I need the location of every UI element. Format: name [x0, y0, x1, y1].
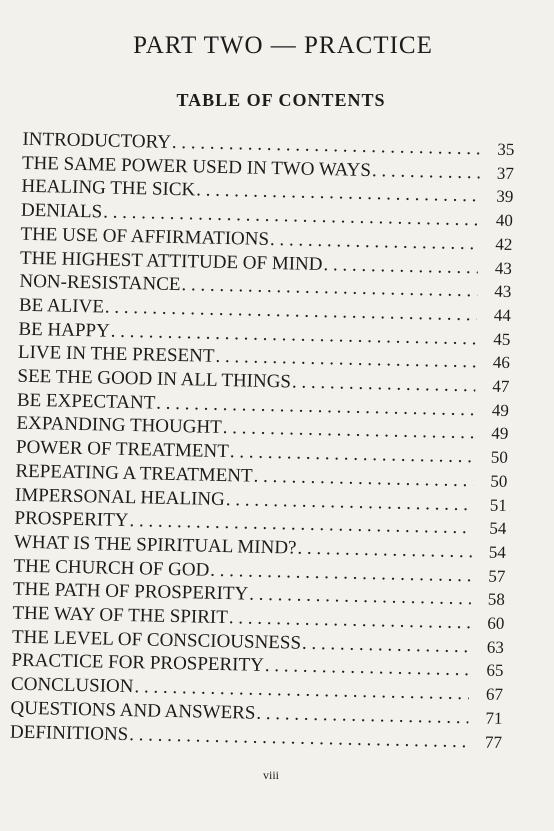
page-number: viii	[262, 768, 279, 782]
toc-entry-title: BE HAPPY	[18, 318, 111, 342]
toc-entry-page: 54	[488, 542, 507, 562]
toc-entry-page: 49	[491, 424, 509, 444]
dot-leader	[372, 159, 480, 185]
toc-entry-page: 60	[487, 613, 505, 633]
toc-entry-title: EXPANDING THOUGHT	[16, 413, 222, 439]
dot-leader	[323, 253, 478, 280]
toc-entry-title: POWER OF TREATMENT	[15, 436, 230, 463]
toc-entry-title: CONCLUSION	[10, 673, 134, 698]
part-title: PART TWO — PRACTICE	[133, 32, 433, 59]
toc-entry-page: 35	[497, 139, 515, 160]
toc-entry-title: QUESTIONS AND ANSWERS	[10, 697, 256, 724]
toc-entry-page: 57	[488, 566, 506, 586]
toc-entry-page: 63	[486, 637, 505, 657]
toc-entry-title: PROSPERITY	[14, 507, 129, 532]
toc-entry-title: DEFINITIONS	[9, 721, 129, 745]
toc-entry-title: THE CHURCH OF GOD	[13, 555, 210, 581]
toc-entry-page: 46	[492, 352, 511, 373]
toc-entry-page: 45	[493, 329, 511, 349]
toc-entry-page: 43	[494, 281, 512, 302]
toc-entry-title: THE HIGHEST ATTITUDE OF MIND	[19, 247, 323, 275]
toc-entry-title: THE LEVEL OF CONSCIOUSNESS	[11, 626, 302, 654]
toc-entry-title: REPEATING A TREATMENT	[15, 460, 253, 487]
toc-entry-title: IMPERSONAL HEALING	[14, 484, 226, 510]
toc-entry-page: 58	[487, 589, 506, 610]
toc-entry-page: 43	[494, 258, 513, 278]
toc-heading: TABLE OF CONTENTS	[176, 90, 386, 110]
toc-entry-title: NON-RESISTANCE	[19, 270, 181, 296]
toc-entry-page: 50	[490, 471, 508, 491]
toc-entry-page: 54	[489, 518, 507, 539]
toc-entry-page: 77	[484, 732, 503, 752]
toc-entry-title: THE WAY OF THE SPIRIT	[12, 602, 229, 629]
toc-entry-title: THE SAME POWER USED IN TWO WAYS	[21, 152, 372, 181]
toc-entry-page: 47	[492, 376, 510, 396]
toc-entry-title: DENIALS	[20, 199, 103, 223]
toc-entry-title: THE PATH OF PROSPERITY	[12, 578, 249, 605]
toc-entry-page: 39	[496, 187, 514, 207]
toc-entry-title: HEALING THE SICK	[21, 176, 196, 201]
toc-entry-title: LIVE IN THE PRESENT	[17, 342, 215, 368]
toc-entry-page: 51	[489, 495, 508, 515]
toc-entry-page: 37	[496, 163, 515, 183]
toc-entry-title: THE USE OF AFFIRMATIONS	[20, 223, 270, 250]
toc-entry-page: 71	[485, 708, 503, 728]
toc-entry-title: BE EXPECTANT	[16, 389, 156, 414]
toc-entry-page: 67	[485, 684, 504, 705]
toc-entry-title: WHAT IS THE SPIRITUAL MIND?	[13, 531, 297, 559]
toc-entry-page: 44	[493, 305, 512, 325]
toc-entry-title: SEE THE GOOD IN ALL THINGS	[17, 365, 292, 393]
toc-entry-page: 50	[490, 447, 509, 468]
toc-entry-title: PRACTICE FOR PROSPERITY	[11, 650, 265, 677]
toc-entry-page: 65	[486, 660, 504, 681]
toc-entry-title: INTRODUCTORY	[22, 128, 172, 153]
toc-entry-page: 49	[491, 400, 510, 420]
toc-entry-title: BE ALIVE	[18, 294, 105, 318]
toc-entry-page: 40	[495, 210, 514, 231]
toc-entry-page: 42	[495, 234, 513, 254]
